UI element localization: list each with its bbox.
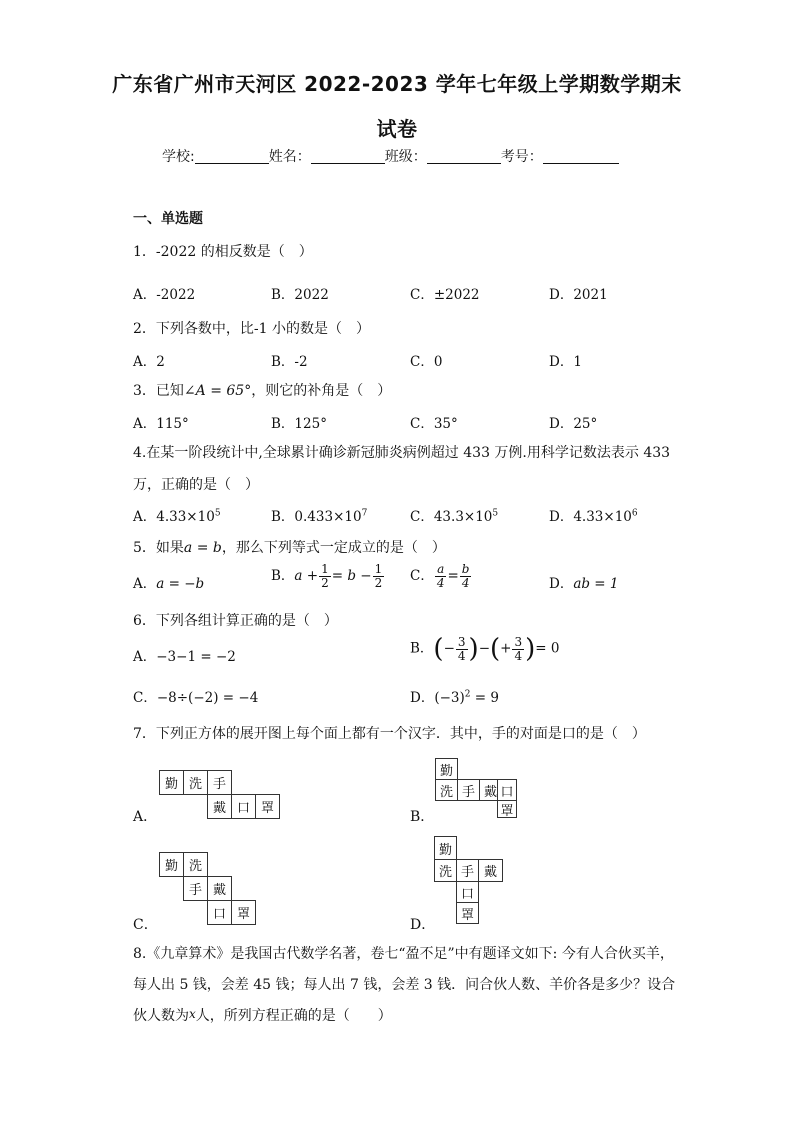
q4-d-base: 4.33×10 <box>573 509 632 525</box>
question-5-stem <box>133 537 446 557</box>
net-a-cell-5: 口 <box>231 794 256 819</box>
question-2-stem: 2．下列各数中，比-1 小的数是（ ） <box>133 321 370 337</box>
q6-option-d[interactable] <box>410 686 499 706</box>
name-label: 姓名： <box>268 149 311 165</box>
section-heading: 一、单选题 <box>133 211 203 227</box>
q2-option-a[interactable]: A．2 <box>133 354 165 370</box>
question-8-line3 <box>133 1005 392 1025</box>
q6-d-tail: = 9 <box>470 690 499 706</box>
q5-c-num-right: b <box>461 562 470 576</box>
q5-c-frac-left <box>435 563 447 590</box>
q5-b-frac2-den: 2 <box>374 576 383 590</box>
net-d-cell-2: 洗 <box>434 859 457 882</box>
question-8-line2: 每人出 5 钱，会差 45 钱；每人出 7 钱，会差 3 钱．问合伙人数、羊价各是多少？设合 <box>133 977 676 993</box>
q5-b-frac1 <box>319 563 331 590</box>
q5-d-label: D． <box>549 576 574 592</box>
q6-a-expr: −3−1 = −2 <box>156 649 236 665</box>
number-label: 考号： <box>500 149 543 165</box>
net-b-cell-5: 口 <box>497 779 517 801</box>
q4-d-label: D． <box>549 509 574 525</box>
q5-option-c[interactable] <box>410 563 472 590</box>
question-6-stem: 6．下列各组计算正确的是（ ） <box>133 613 338 629</box>
q5-b-left: a + <box>294 568 319 584</box>
q2-option-b[interactable]: B．-2 <box>271 354 308 370</box>
net-b-cell-1: 勤 <box>435 758 458 780</box>
q6-c-label: C． <box>133 690 157 706</box>
q6-b-paren-close-1: ) <box>468 634 479 664</box>
q3-angle: ∠A = 65° <box>183 383 252 399</box>
q4-b-base: 0.433×10 <box>294 509 362 525</box>
q2-option-d[interactable]: D．1 <box>549 354 582 370</box>
net-a-cell-4: 戴 <box>207 794 232 819</box>
net-a-cell-6: 罩 <box>255 794 280 819</box>
net-d-cell-1: 勤 <box>434 836 457 860</box>
q5-b-frac2-num: 1 <box>374 562 383 576</box>
question-4-stem-line1: 4.在某一阶段统计中,全球累计确诊新冠肺炎病例超过 433 万例.用科学记数法表示 433 <box>133 445 671 461</box>
exam-title-line2: 试卷 <box>376 117 418 141</box>
q5-b-frac1-den: 2 <box>321 576 329 590</box>
q6-b-frac1-den: 4 <box>457 648 466 663</box>
q6-b-frac1-num: 3 <box>457 634 466 649</box>
question-1-stem: 1．-2022 的相反数是（ ） <box>133 244 313 260</box>
q4-option-d[interactable] <box>549 505 638 525</box>
student-info-row <box>162 146 619 166</box>
q6-d-base: (−3) <box>434 690 465 706</box>
q5-b-label: B． <box>271 568 295 584</box>
net-c-cell-2: 洗 <box>183 852 208 877</box>
q5-b-mid: = b − <box>331 568 372 584</box>
q7-option-a-label[interactable]: A． <box>133 809 158 825</box>
net-c-cell-3: 手 <box>183 876 208 901</box>
q5-b-frac2 <box>373 563 385 590</box>
q4-c-label: C． <box>410 509 434 525</box>
q3-option-a[interactable]: A．115° <box>133 416 189 432</box>
q6-b-paren-open-1: ( <box>433 634 444 664</box>
q5-c-label: C． <box>410 568 434 584</box>
q4-a-base: 4.33×10 <box>156 509 215 525</box>
net-d-cell-4: 戴 <box>478 859 503 882</box>
q4-c-exp: 5 <box>492 508 499 519</box>
q5-a-label: A． <box>133 576 157 592</box>
q5-option-b[interactable] <box>271 563 385 590</box>
q8-line3-pre: 伙人数为 <box>133 1008 189 1024</box>
exam-title-line1: 广东省广州市天河区 2022-2023 学年七年级上学期数学期末 <box>112 72 682 96</box>
q4-b-label: B． <box>271 509 295 525</box>
number-blank[interactable] <box>543 149 619 164</box>
net-c-cell-6: 罩 <box>231 900 256 925</box>
q3-option-c[interactable]: C．35° <box>410 416 458 432</box>
net-c-cell-1: 勤 <box>159 852 184 877</box>
q6-b-plus: + <box>500 640 512 657</box>
q1-option-c[interactable]: C．±2022 <box>410 287 480 303</box>
q3-option-b[interactable]: B．125° <box>271 416 327 432</box>
q1-option-d[interactable]: D．2021 <box>549 287 608 303</box>
q8-variable-x: x <box>189 1007 196 1021</box>
q6-option-c[interactable] <box>133 686 258 706</box>
q6-option-b[interactable] <box>410 634 559 664</box>
question-8-line1: 8.《九章算术》是我国古代数学名著，卷七“盈不足”中有题译文如下: 今有人合伙买羊， <box>133 946 674 962</box>
class-blank[interactable] <box>427 149 501 164</box>
q7-option-c-label[interactable]: C． <box>133 917 158 933</box>
q6-b-label: B． <box>410 640 434 657</box>
q6-b-paren-close-2: ) <box>525 634 536 664</box>
class-label: 班级： <box>384 149 427 165</box>
q5-d-expr: ab = 1 <box>573 576 619 592</box>
net-d-cell-5: 口 <box>456 881 479 903</box>
q6-b-frac1 <box>456 636 468 663</box>
q5-c-frac-right <box>460 563 472 590</box>
net-a-cell-3: 手 <box>207 770 232 795</box>
q4-option-c[interactable] <box>410 505 498 525</box>
q5-c-eq: = <box>447 568 459 584</box>
q4-d-exp: 6 <box>631 508 638 519</box>
school-blank[interactable] <box>195 149 269 164</box>
q6-b-paren-open-2: ( <box>490 634 501 664</box>
q6-b-op: − <box>478 640 490 657</box>
net-c-cell-4: 戴 <box>207 876 232 901</box>
q5-condition: a = b <box>183 540 222 556</box>
net-c-cell-5: 口 <box>207 900 232 925</box>
q6-b-frac2-den: 4 <box>514 648 523 663</box>
q4-c-base: 43.3×10 <box>433 509 493 525</box>
net-b-cell-3: 手 <box>457 779 480 801</box>
q4-option-a[interactable] <box>133 505 221 525</box>
net-a-cell-1: 勤 <box>159 770 184 795</box>
question-4-stem-line2: 万，正确的是（ ） <box>133 477 259 493</box>
question-7-stem: 7．下列正方体的展开图上每个面上都有一个汉字．其中，手的对面是口的是（ ） <box>133 726 646 742</box>
q5-c-num-left: a <box>437 562 445 576</box>
q7-option-b-label[interactable]: B． <box>410 809 435 825</box>
q5-b-frac1-num: 1 <box>321 562 329 576</box>
school-label: 学校: <box>162 149 195 165</box>
q4-option-b[interactable] <box>271 505 367 525</box>
q3-stem-pre: 3．已知 <box>133 383 184 399</box>
q5-a-expr: a = −b <box>156 576 205 592</box>
q3-option-d[interactable]: D．25° <box>549 416 598 432</box>
q1-option-a[interactable]: A．-2022 <box>133 287 196 303</box>
q5-option-d[interactable] <box>549 572 619 592</box>
q5-stem-pre: 5．如果 <box>133 540 184 556</box>
net-d-cell-3: 手 <box>456 859 479 882</box>
net-a-cell-2: 洗 <box>183 770 208 795</box>
q2-option-c[interactable]: C．0 <box>410 354 443 370</box>
q8-line3-post: 人，所列方程正确的是（ ） <box>195 1008 392 1024</box>
q6-c-expr: −8÷(−2) = −4 <box>156 690 259 706</box>
q6-d-exp: 2 <box>464 689 471 700</box>
q4-b-exp: 7 <box>361 508 368 519</box>
q4-a-label: A． <box>133 509 157 525</box>
q6-b-frac2 <box>512 636 524 663</box>
q5-c-den-right: 4 <box>461 576 470 590</box>
q6-b-minus: − <box>443 640 455 657</box>
q6-a-label: A． <box>133 649 157 665</box>
net-b-cell-6: 罩 <box>497 800 517 818</box>
q6-b-eq: = 0 <box>535 640 560 657</box>
q5-stem-post: ，那么下列等式一定成立的是（ ） <box>221 540 446 556</box>
net-b-cell-4: 戴 <box>479 779 502 801</box>
net-d-cell-6: 罩 <box>456 902 479 924</box>
q1-option-b[interactable]: B．2022 <box>271 287 329 303</box>
name-blank[interactable] <box>311 149 385 164</box>
question-3-stem <box>133 380 391 400</box>
q6-d-label: D． <box>410 690 435 706</box>
q5-option-a[interactable] <box>133 572 204 592</box>
q6-option-a[interactable] <box>133 645 236 665</box>
q5-c-den-left: 4 <box>436 576 445 590</box>
net-b-cell-2: 洗 <box>435 779 458 801</box>
q6-b-frac2-num: 3 <box>514 634 523 649</box>
q4-a-exp: 5 <box>214 508 221 519</box>
q7-option-d-label[interactable]: D． <box>410 917 436 933</box>
q3-stem-post: ，则它的补角是（ ） <box>251 383 392 399</box>
